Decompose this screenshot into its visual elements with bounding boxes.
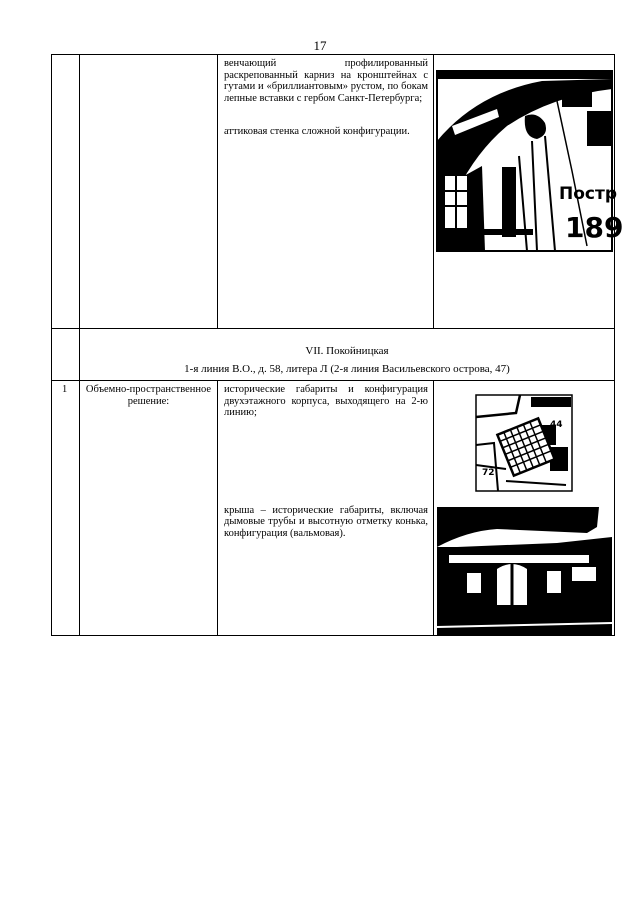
protected-elements-table bbox=[51, 54, 623, 636]
photo-sign-text: Постр bbox=[558, 184, 617, 204]
section-header-cell bbox=[80, 329, 615, 381]
section-row bbox=[52, 329, 615, 381]
photo-cell bbox=[434, 55, 623, 329]
description-paragraph: крыша – исторические габариты, включая дымовые трубы и высотную отметку конька, конфигурация (вальмовая). bbox=[224, 504, 428, 539]
element-cell: Объемно-пространственное решение: bbox=[80, 381, 218, 636]
photo-sign-year: 189 bbox=[564, 211, 623, 244]
photo-cell bbox=[434, 381, 615, 636]
section-title: VII. Покойницкая bbox=[305, 345, 389, 357]
description-paragraph: венчающий профилированный раскрепованный карниз на кронштейнах с гутами и «бриллиантовым» рустом, по бокам лепные вставки с гербом Санкт-Петербурга; bbox=[224, 58, 428, 104]
description-paragraph: аттиковая стенка сложной конфигурации. bbox=[224, 126, 410, 137]
number-cell: 1 bbox=[52, 381, 80, 636]
facade-cornice-photo bbox=[437, 71, 623, 251]
element-cell bbox=[80, 55, 218, 329]
description-cell bbox=[218, 381, 434, 636]
number-cell bbox=[52, 55, 80, 329]
table-row bbox=[52, 55, 615, 329]
plan-label: 44 bbox=[550, 420, 563, 430]
building-photo bbox=[437, 507, 612, 635]
description-paragraph: исторические габариты и конфигурация двухэтажного корпуса, выходящего на 2-ю линию; bbox=[224, 384, 428, 418]
page-number: 17 bbox=[313, 38, 327, 53]
section-address: 1-я линия В.О., д. 58, литера Л (2-я линия Васильевского острова, 47) bbox=[184, 362, 510, 375]
table-row bbox=[52, 381, 615, 636]
site-plan-image bbox=[476, 395, 572, 491]
description-cell bbox=[218, 55, 434, 329]
number-cell bbox=[52, 329, 80, 381]
plan-label: 72 bbox=[482, 468, 495, 478]
